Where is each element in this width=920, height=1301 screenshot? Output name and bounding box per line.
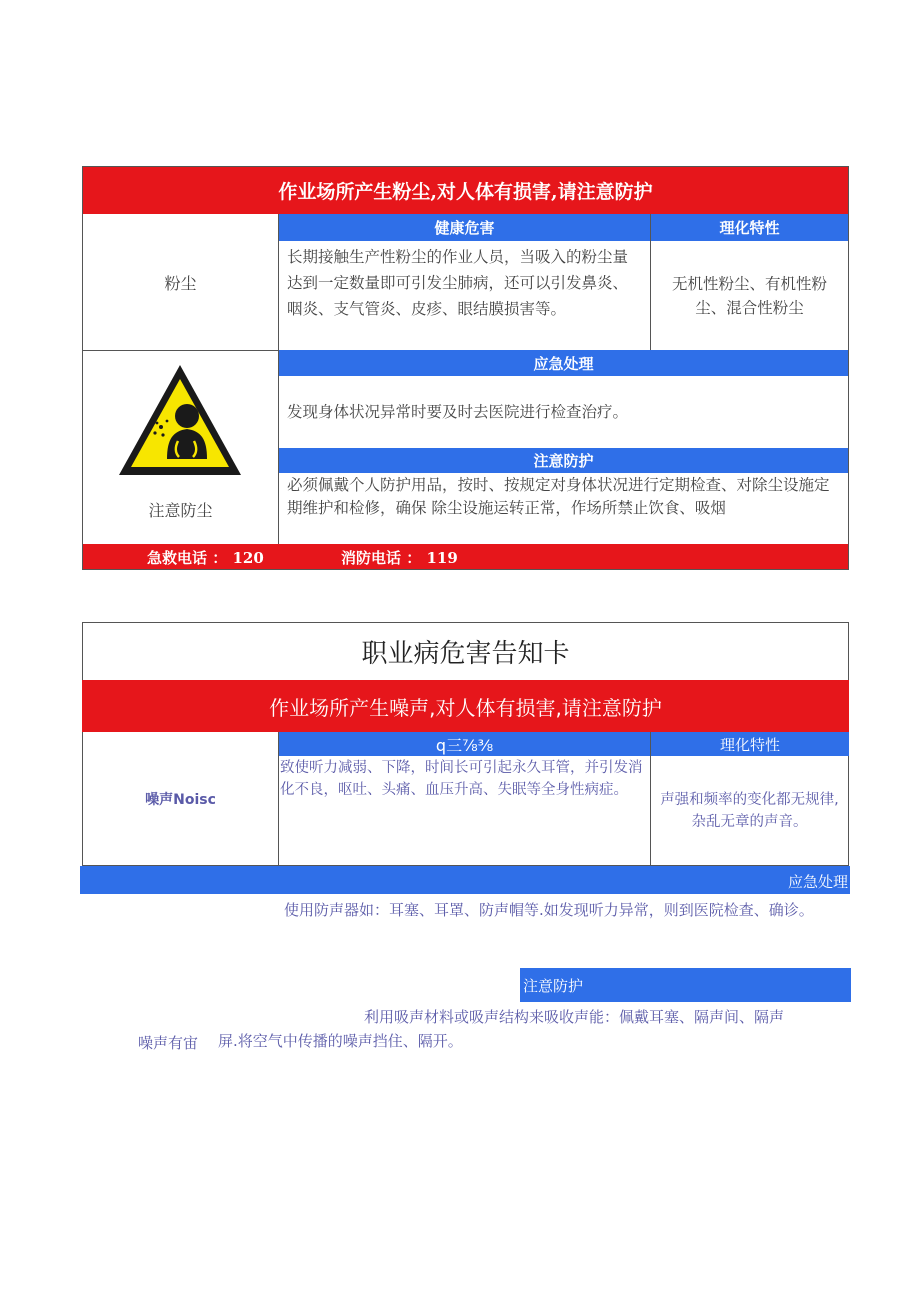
card1-sign-cell <box>83 350 278 544</box>
card1-emergency-header: 应急处理 <box>278 350 848 376</box>
card2-health-text: 致使听力减弱、下降，时间长可引起永久耳管，并引发消化不良，呕吐、头痛、血压升高、失眠等全身性病症。 <box>278 756 650 865</box>
card2-hazard-name: 噪声Noisc <box>145 791 216 808</box>
card2-title: 职业病危害告知卡 <box>361 639 570 669</box>
card2-property-header: 理化特性 <box>650 732 849 756</box>
card2-banner: 作业场所产生噪声,对人体有损害,请注意防护 <box>82 680 849 732</box>
fire-phone: 消防电话 ： 119 <box>341 549 458 567</box>
card1-emergency-text: 发现身体状况异常时要及时去医院进行检查治疗。 <box>278 376 848 448</box>
emergency-phone: 急救电话 ： 120 <box>147 549 264 567</box>
card2-emergency-header <box>80 866 850 894</box>
card1-sign-label: 注意防尘 <box>148 500 213 520</box>
card1-footer <box>83 544 848 569</box>
card1-health-header: 健康危害 <box>278 214 650 241</box>
card2-protect-text-line1: 利用吸声材料或吸声结构来吸收声能：佩戴耳塞、隔声间、隔声 <box>364 1008 785 1026</box>
noise-hazard-card <box>82 622 849 866</box>
card1-property-header: 理化特性 <box>650 214 848 241</box>
card2-emergency-label: 应急处理 <box>787 873 848 891</box>
card1-hazard-name: 粉尘 <box>164 273 197 293</box>
card2-protect-text-line2: 屏.将空气中传播的噪声挡住、隔开。 <box>218 1032 463 1050</box>
card2-health-header: q三⅞⅜ <box>278 732 650 756</box>
card1-protect-text: 必须佩戴个人防护用品，按时、按规定对身体状况进行定期检查、对除尘设施定期维护和检修，确保 除尘设施运转正常，作场所禁止饮食、吸烟 <box>278 473 848 544</box>
card1-protect-header: 注意防护 <box>278 448 848 473</box>
card2-emergency-text: 使用防声器如：耳塞、耳罩、防声帽等.如发现听力异常，则到医院检查、确诊。 <box>284 901 814 919</box>
card1-health-text: 长期接触生产性粉尘的作业人员，当吸入的粉尘量达到一定数量即可引发尘肺病，还可以引发鼻炎、咽炎、支气管炎、皮疹、眼结膜损害等。 <box>278 241 650 350</box>
card2-sign-label: 噪声有宙 <box>138 1034 199 1052</box>
card2-protect-header: 注意防护 <box>520 968 851 1002</box>
card2-property-text: 声强和频率的变化都无规律,杂乱无章的声音。 <box>650 756 848 865</box>
card1-property-text: 无机性粉尘、有机性粉尘、混合性粉尘 <box>650 241 848 350</box>
dust-warning-triangle-icon <box>115 361 245 481</box>
dust-hazard-card <box>82 166 849 570</box>
card1-banner: 作业场所产生粉尘,对人体有损害,请注意防护 <box>83 167 848 214</box>
